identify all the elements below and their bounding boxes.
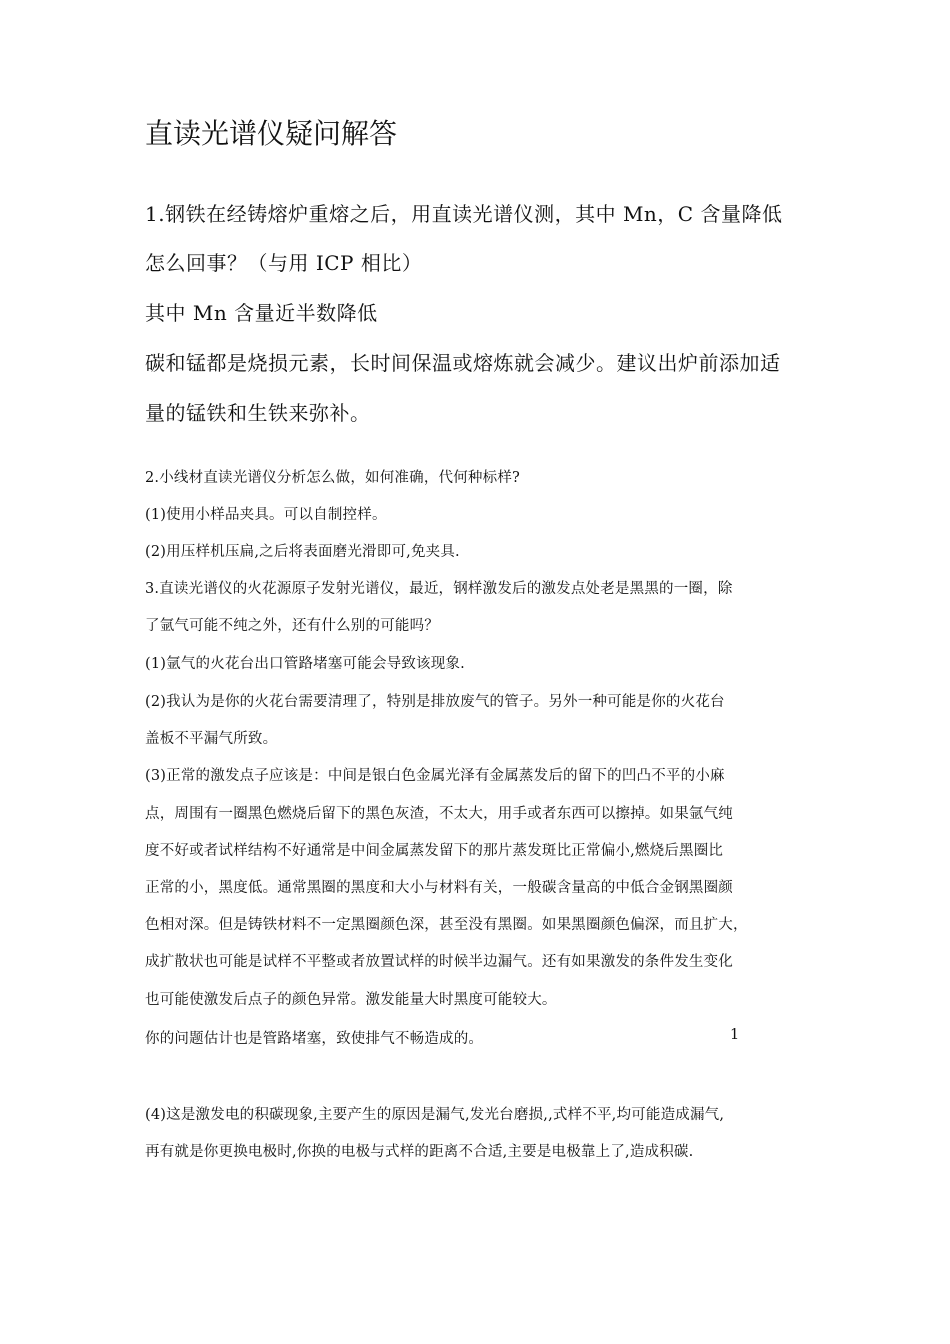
question-3-line-2: 了氩气可能不纯之外，还有什么别的可能吗？ (145, 618, 439, 634)
answer-3-3-line-7: 也可能使激发后点子的颜色异常。激发能量大时黑度可能较大。 (145, 992, 557, 1008)
page-number: 1 (730, 1027, 740, 1043)
answer-3-3-line-2: 点，周围有一圈黑色燃烧后留下的黑色灰渣，不太大，用手或者东西可以擦掉。如果氩气纯 (145, 806, 733, 822)
answer-3-1: (1)氩气的火花台出口管路堵塞可能会导致该现象. (145, 656, 465, 672)
question-3-line-1: 3.直读光谱仪的火花源原子发射光谱仪，最近，钢样激发后的激发点处老是黑黑的一圈，除 (145, 581, 733, 597)
answer-3-3-line-8: 你的问题估计也是管路堵塞，致使排气不畅造成的。 (145, 1031, 484, 1047)
question-1-note: 其中 Mn 含量近半数降低 (145, 301, 378, 325)
answer-1-line-1: 碳和锰都是烧损元素，长时间保温或熔炼就会减少。建议出炉前添加适 (145, 351, 781, 375)
question-1-line-1: 1.钢铁在经铸熔炉重熔之后，用直读光谱仪测，其中 Mn，C 含量降低 (145, 202, 783, 226)
answer-3-3-line-6: 成扩散状也可能是试样不平整或者放置试样的时候半边漏气。还有如果激发的条件发生变化 (145, 954, 733, 970)
answer-3-2-line-2: 盖板不平漏气所致。 (145, 731, 278, 747)
answer-3-3-line-3: 度不好或者试样结构不好通常是中间金属蒸发留下的那片蒸发斑比正常偏小,燃烧后黑圈比 (145, 843, 724, 859)
answer-3-3-line-5: 色相对深。但是铸铁材料不一定黑圈颜色深，甚至没有黑圈。如果黑圈颜色偏深，而且扩大， (145, 917, 748, 933)
answer-3-3-line-1: (3)正常的激发点子应该是：中间是银白色金属光泽有金属蒸发后的留下的凹凸不平的小麻 (145, 768, 725, 784)
answer-3-4-line-2: 再有就是你更换电极时,你换的电极与式样的距离不合适,主要是电极靠上了,造成积碳. (145, 1144, 694, 1160)
question-2: 2.小线材直读光谱仪分析怎么做，如何准确，代何种标样? (145, 470, 521, 486)
answer-3-4-line-1: (4)这是激发电的积碳现象,主要产生的原因是漏气,发光台磨损,,式样不平,均可能造成漏气, (145, 1107, 725, 1123)
answer-1-line-2: 量的锰铁和生铁来弥补。 (145, 401, 371, 425)
answer-2-2: (2)用压样机压扁,之后将表面磨光滑即可,免夹具. (145, 544, 460, 560)
answer-3-3-line-4: 正常的小，黑度低。通常黑圈的黑度和大小与材料有关，一般碳含量高的中低合金钢黑圈颜 (145, 880, 733, 896)
answer-3-2-line-1: (2)我认为是你的火花台需要清理了，特别是排放废气的管子。另外一种可能是你的火花台 (145, 694, 725, 710)
document-title: 直读光谱仪疑问解答 (145, 117, 398, 150)
answer-2-1: (1)使用小样品夹具。可以自制控样。 (145, 507, 387, 523)
question-1-line-2: 怎么回事？（与用 ICP 相比） (145, 251, 423, 275)
